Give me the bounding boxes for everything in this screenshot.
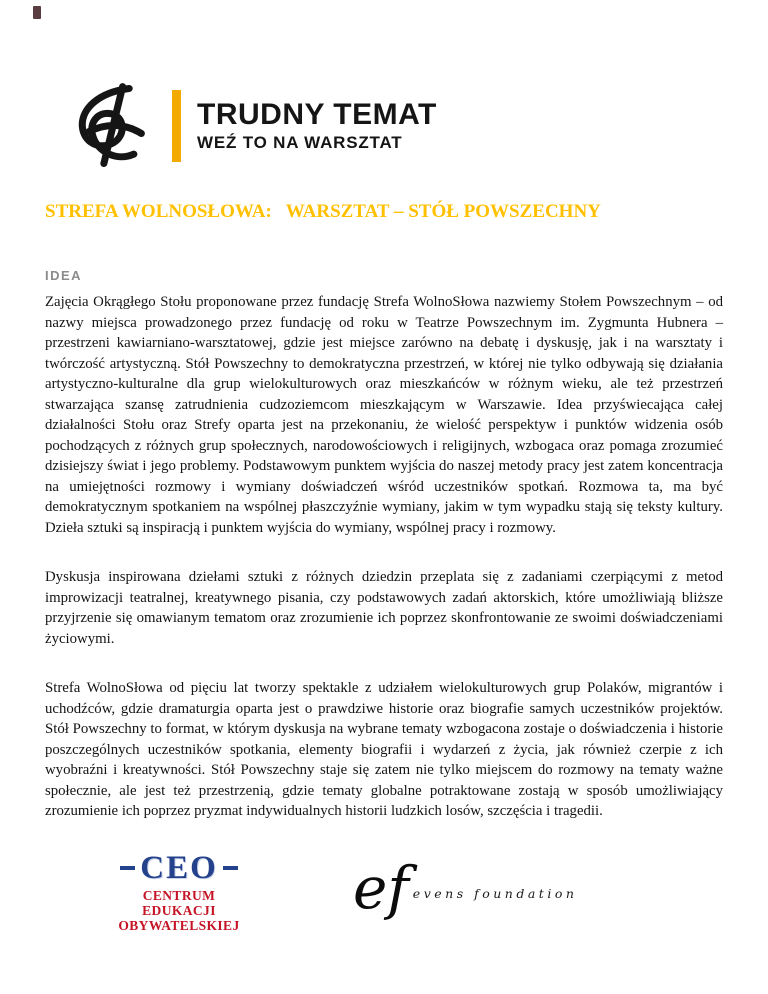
logo-subtitle: WEŹ TO NA WARSZTAT	[197, 133, 403, 152]
document-body	[45, 292, 723, 822]
logo-wordmark	[197, 99, 437, 153]
paragraph-1: Zajęcia Okrągłego Stołu proponowane przez fundację Strefa WolnoSłowa nazwiemy Stołem Powszechnym – od nazwy miejsca prowadzonego przez fundację od roku w Teatrze Powszechnym im. Zygmunta Hubnera – przestrzeni kawiarniano-warsztatowej, gdzie jest miejsce zarówno na debatę i dyskusję, jak i na warsztaty i twórczość artystyczną. Stół Powszechny to demokratyczna przestrzeń, w której nie tylko odbywają się działania artystyczno-kulturalne dla grup wielokulturowych oraz mieszkańców w różnym wieku, ale też przestrzeń stwarzająca szansę zatrudnienia cudzoziemcom mieszkającym w Warszawie. Idea przyświecająca całej działalności Stołu oraz Strefy oparta jest na przekonaniu, że wielość perspektyw i punktów widzenia osób pochodzących z różnych grup społecznych, narodowościowych i religijnych, wzbogaca oraz pomaga zrozumieć dzisiejszy świat i jego problemy. Podstawowym punktem wyjścia do naszej metody pracy jest zatem koncentracja na umiejętności rozmowy i wymiany doświadczeń wśród uczestników spotkań. Rozmowa ta, ma być demokratycznym spotkaniem na wspólnej płaszczyźnie wymiany, jakim w tym wypadku stają się teksty kultury. Dzieła sztuki są inspiracją i punktem wyjścia do wymiany, wspólnej pracy i rozmowy.	[45, 294, 723, 536]
ceo-acronym-row	[120, 851, 238, 885]
logo-accent-bar	[172, 90, 181, 162]
evens-foundation-logo	[353, 853, 578, 922]
ceo-name-line2: OBYWATELSKIEJ	[118, 917, 240, 933]
paragraph-3: Strefa WolnoSłowa od pięciu lat tworzy spektakle z udziałem wielokulturowych grup Polaków, migrantów i uchodźców, gdzie dramaturgia oparta jest o prawdziwe historie oraz biografie samych uczestników projektów. Stół Powszechny to format, w którym dyskusja na wybrane tematy wzbogacona zostaje o doświadczenia i historie poszczególnych uczestników spotkania, elementy biografii i wydarzeń z życia, jak również czerpie z ich wyobraźni i kreatywności. Stół Powszechny staje się zatem nie tylko miejscem do rozmowy na tematy ważne społecznie, ale jest też przestrzenią, gdzie tematy globalne potraktowane zostają w sposób umożliwiający zrozumienie ich poprzez pryzmat indywidualnych historii ludzkich losów, szczęścia i tragedii.	[45, 680, 723, 819]
calligraphy-monogram-icon	[70, 81, 164, 171]
ceo-logo	[113, 851, 245, 933]
ceo-name-line1: CENTRUM EDUKACJI	[142, 887, 216, 918]
document-title: STREFA WOLNOSŁOWA: WARSZTAT – STÓŁ POWSZECHNY	[45, 201, 601, 222]
footer-logos	[113, 851, 723, 933]
section-heading-idea: IDEA	[45, 268, 83, 283]
ceo-acronym: CEO	[140, 849, 218, 886]
scan-artifact-mark	[33, 6, 41, 19]
ceo-dash-left-icon	[120, 866, 135, 870]
trudny-temat-logo	[70, 80, 723, 172]
ceo-dash-right-icon	[223, 866, 238, 870]
evens-ef-monogram: ef	[353, 853, 409, 922]
evens-wordmark: evens foundation	[412, 886, 578, 901]
paragraph-2: Dyskusja inspirowana dziełami sztuki z różnych dziedzin przeplata się z zadaniami czerpiącymi z metod improwizacji teatralnej, kreatywnego pisania, czy podstawowych zadań aktorskich, które umożliwiają bliższe przyjrzenie się omawianym tematom oraz zrozumienie ich poprzez skonfrontowanie ze swoimi doświadczeniami życiowymi.	[45, 569, 723, 647]
logo-title: TRUDNY TEMAT	[197, 98, 437, 131]
